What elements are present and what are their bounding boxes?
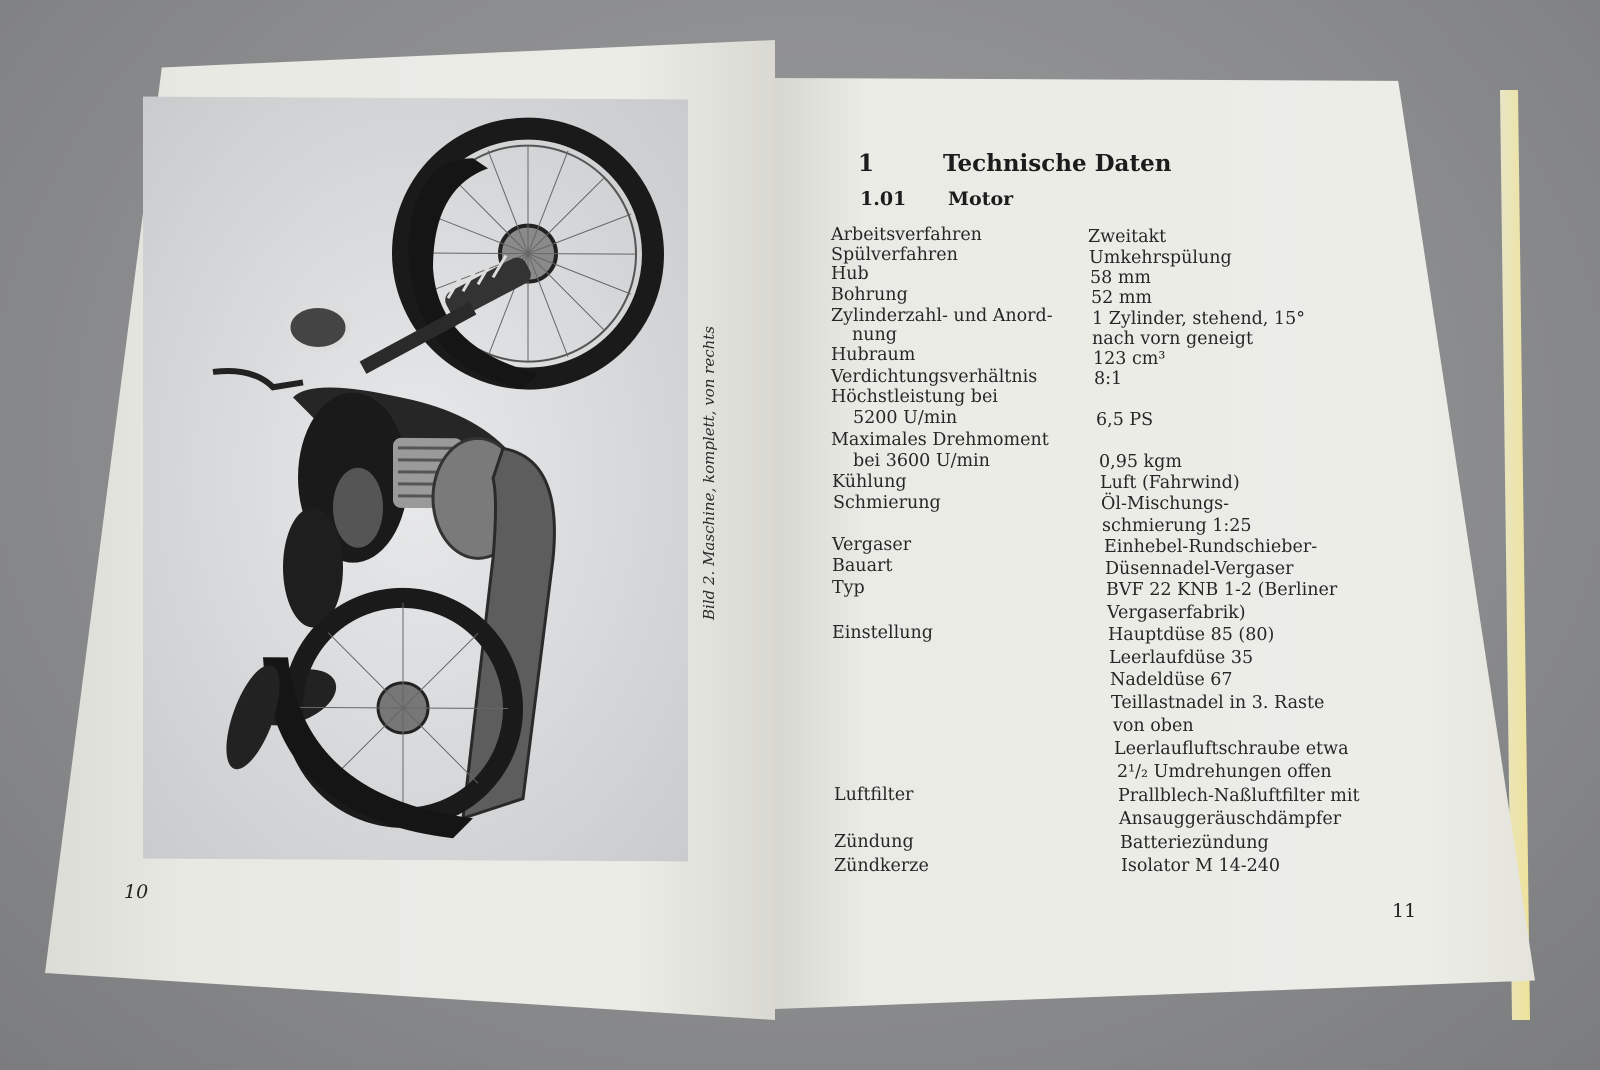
spec-value: Leerlaufdüse 35 [1109, 648, 1254, 668]
spec-value: nach vorn geneigt [1092, 329, 1253, 349]
page-number-left: 10 [124, 881, 149, 903]
photo-caption: Bild 2. Maschine, komplett, von rechts [700, 326, 718, 620]
spec-label: Bauart [832, 556, 893, 576]
spec-value: Hauptdüse 85 (80) [1108, 625, 1275, 645]
subsection-number: 1.01 [860, 188, 907, 210]
spec-label: Höchstleistung bei [831, 387, 998, 407]
spec-label: Bohrung [831, 285, 908, 305]
spec-value: Luft (Fahrwind) [1100, 473, 1240, 493]
spec-value: 2¹/₂ Umdrehungen offen [1117, 762, 1332, 782]
spec-value: schmierung 1:25 [1102, 516, 1252, 536]
spec-value: Batteriezündung [1120, 833, 1269, 853]
spec-label: Zylinderzahl- und Anord- [831, 306, 1053, 326]
subsection-title: Motor [948, 188, 1014, 210]
spec-value: Ansauggeräuschdämpfer [1119, 809, 1342, 829]
spec-value: Teillastnadel in 3. Raste [1111, 693, 1325, 713]
spec-label: Kühlung [832, 472, 907, 492]
spec-label: Zündkerze [834, 856, 929, 876]
spec-label: 5200 U/min [853, 408, 958, 428]
spec-value: Nadeldüse 67 [1110, 670, 1233, 690]
motorcycle-photo [143, 97, 688, 862]
motorcycle-illustration [143, 97, 688, 862]
spec-label: Einstellung [832, 623, 933, 643]
spec-value: 123 cm³ [1093, 349, 1166, 369]
spec-value: Vergaserfabrik) [1107, 603, 1246, 623]
spec-label: nung [852, 325, 898, 345]
section-title: Technische Daten [943, 150, 1172, 177]
spec-label: Maximales Drehmoment [831, 430, 1049, 450]
headlamp [288, 305, 348, 349]
spec-value: 6,5 PS [1096, 410, 1154, 430]
spec-value: 1 Zylinder, stehend, 15° [1092, 309, 1305, 329]
tank-badge [333, 468, 383, 548]
spec-label: Schmierung [833, 493, 941, 513]
spec-value: von oben [1113, 716, 1194, 736]
spec-label: Spülverfahren [831, 245, 958, 265]
spec-label: bei 3600 U/min [853, 451, 990, 471]
section-number: 1 [858, 150, 875, 177]
spec-value: Prallblech-Naßluftfilter mit [1118, 786, 1360, 806]
spec-value: Leerlaufluftschraube etwa [1114, 739, 1349, 759]
spec-value: BVF 22 KNB 1-2 (Berliner [1106, 580, 1338, 600]
spec-label: Hubraum [831, 345, 916, 365]
spec-value: 8:1 [1094, 369, 1123, 389]
spec-label: Luftfilter [834, 785, 914, 805]
page-number-right: 11 [1392, 900, 1417, 922]
spec-value: 0,95 kgm [1099, 452, 1182, 472]
spec-label: Arbeitsverfahren [831, 225, 982, 245]
spec-value: Öl-Mischungs- [1101, 494, 1230, 514]
spec-value: Zweitakt [1088, 227, 1167, 247]
spec-label: Hub [831, 264, 869, 284]
spec-value: 52 mm [1091, 288, 1153, 308]
spec-value: 58 mm [1090, 268, 1152, 288]
spec-label: Typ [832, 578, 865, 598]
spec-label: Zündung [834, 832, 914, 852]
spec-value: Einhebel-Rundschieber- [1104, 537, 1318, 557]
spec-value: Isolator M 14-240 [1121, 856, 1281, 876]
spec-label: Vergaser [832, 535, 912, 555]
spec-value: Düsennadel-Vergaser [1105, 559, 1294, 579]
spec-label: Verdichtungsverhältnis [831, 367, 1038, 387]
spec-value: Umkehrspülung [1089, 248, 1232, 268]
